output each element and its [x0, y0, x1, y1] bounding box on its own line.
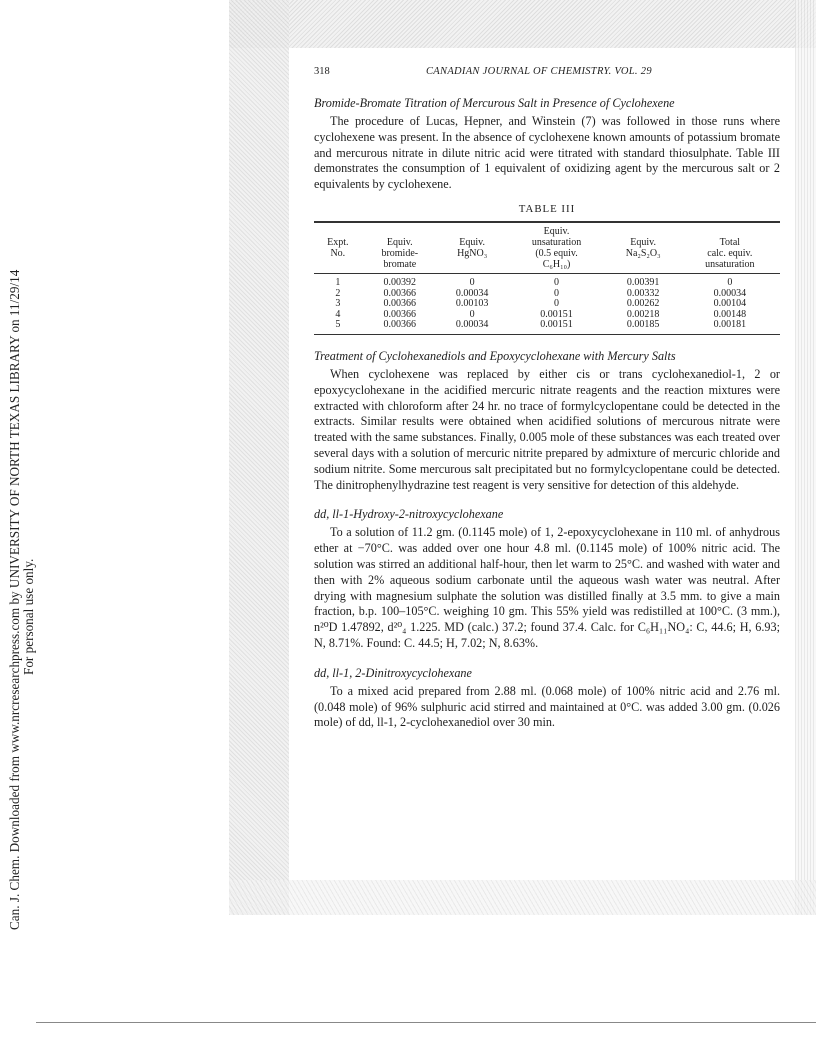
- table-title: TABLE III: [518, 202, 576, 215]
- paragraph-dinitroxy: To a mixed acid prepared from 2.88 ml. (0.068 mole) of 100% nitric acid and 2.76 ml. (0.048 mole) of 96% sulphuric acid stirred and maintained at 0°C. was added 3.00 gm. (0.026 mole) of dd, ll-1, 2-cyclohexanediol over 30 min.: [314, 683, 780, 730]
- table-row: 5 0.00366 0.00034 0.00151 0.00185 0.00181: [335, 319, 747, 331]
- table-row: 1 0.00392 0 0 0.00391 0: [335, 276, 733, 288]
- col-header-thiosulphate: Equiv. Na₂S₂O₃: [625, 236, 661, 259]
- paragraph-hydroxy-nitroxy: To a solution of 11.2 gm. (0.1145 mole) of 1, 2-epoxycyclohexane in 110 ml. of anhydrous ether at −70°C. was added over one hour 4.8 ml. (0.1145 mole) of 100% nitric acid. The solution was stirred an additional half-hour, then let warm to 25°C. and washed with water and then with 2% aqueous sodium carbonate until the aqueous wash water was neutral. After drying with magnesium sulphate the solution was distilled finally at 3.5 mm. to give a main fraction, b.p. 100–105°C. weighing 10 gm. This 55% yield was redistilled at 100°C. (3 mm.), n²⁰D 1.47892, d²⁰₄ 1.225. MD (calc.) 37.2; found 37.4. Calc. for C₆H₁₁NO₄: C, 44.6; H, 6.93; N, 8.71%. Found: C. 44.5; H, 7.02; N, 8.63%.: [314, 525, 780, 650]
- col-header-expt: Expt. No.: [327, 236, 349, 259]
- section-heading-dinitroxy: dd, ll-1, 2-Dinitroxycyclohexane: [314, 665, 472, 680]
- paragraph-titration: The procedure of Lucas, Hepner, and Winstein (7) was followed in those runs where cyclohexene was present. In the absence of cyclohexene known amounts of potassium bromate and mercurous nitrate in dilute nitric acid were titrated with standard thiosulphate. Table III demonstrates the consumption of 1 equivalent of oxidizing agent by the mercurous salt or 2 equivalents by cyclohexene.: [314, 114, 780, 192]
- col-header-hgno3: Equiv. HgNO₃: [457, 236, 488, 259]
- paragraph-cyclohexanediols: When cyclohexene was replaced by either cis or trans cyclohexanediol-1, 2 or epoxycyclohexane in the acidified mercuric nitrate reagents and the reaction mixtures were extracted with chloroform after 24 hr. no trace of formylcyclopentane could be detected in the extracts. Similar results were obtained when acidified solutions of mercurous nitrate were treated with the same substances. Finally, 0.005 mole of these substances was each treated over several days with a solution of mercuric nitrite prepared by admixture of mercuric chloride and sodium nitrite. Some mercurous salt precipitated but no formylcyclopentane could be detected. The dinitrophenylhydrazine test reagent is very sensitive for detection of this aldehyde.: [314, 366, 780, 492]
- col-header-total: Total calc. equiv. unsaturation: [705, 236, 755, 270]
- watermark-line-2: For personal use only.: [21, 558, 36, 675]
- page-number: 318: [314, 66, 330, 77]
- bottom-rule: [36, 1022, 816, 1023]
- table-row: 2 0.00366 0.00034 0 0.00332 0.00034: [335, 287, 747, 299]
- journal-title: CANADIAN JOURNAL OF CHEMISTRY. VOL. 29: [426, 66, 652, 77]
- col-header-bromide-bromate: Equiv. bromide- bromate: [381, 236, 419, 270]
- journal-page: [314, 66, 780, 731]
- col-header-unsaturation: Equiv. unsaturation (0.5 equiv. C₆H₁₀): [531, 225, 582, 270]
- table-iii: [314, 221, 780, 335]
- section-heading-cyclohexanediols: Treatment of Cyclohexanediols and Epoxycyclohexane with Mercury Salts: [314, 348, 676, 363]
- table-row: 3 0.00366 0.00103 0 0.00262 0.00104: [335, 298, 747, 310]
- watermark-line-1: Can. J. Chem. Downloaded from www.nrcresearchpress.com by UNIVERSITY OF NORTH TEXAS LIBRARY on 11/29/14: [7, 269, 22, 930]
- table-row: 4 0.00366 0 0.00151 0.00218 0.00148: [335, 308, 747, 320]
- scan-shading-left: [229, 0, 289, 915]
- scan-shading-bottom: [229, 880, 816, 915]
- running-header: [314, 66, 780, 82]
- section-heading-hydroxy-nitroxy: dd, ll-1-Hydroxy-2-nitroxycyclohexane: [314, 507, 504, 522]
- table-header-row: [314, 222, 780, 274]
- download-watermark: [8, 30, 36, 930]
- scan-shading-top: [229, 0, 816, 48]
- section-heading-titration: Bromide-Bromate Titration of Mercurous Salt in Presence of Cyclohexene: [314, 96, 675, 110]
- scan-shading-right: [795, 0, 816, 915]
